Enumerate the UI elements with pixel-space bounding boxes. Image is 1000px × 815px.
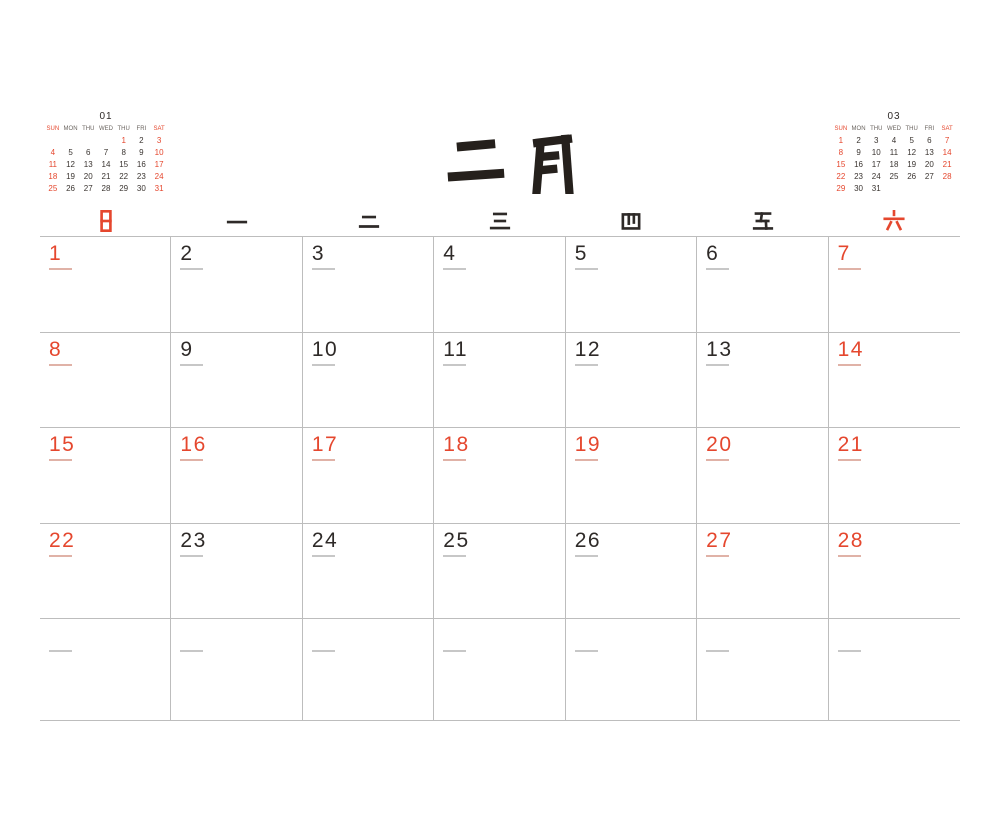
mini-day: 20	[924, 159, 934, 169]
mini-day: 8	[838, 147, 844, 157]
mini-day: 12	[907, 147, 917, 157]
day-underline	[180, 555, 203, 557]
mini-day: 11	[48, 159, 57, 169]
mini-weekday-header: WED	[98, 126, 113, 132]
weekday-glyph	[95, 210, 117, 232]
day-cell	[566, 428, 697, 524]
day-underline	[49, 364, 72, 366]
mini-day: 21	[942, 159, 952, 169]
day-number: 2	[180, 242, 194, 265]
mini-day: 31	[154, 183, 164, 193]
mini-weekday-header: WED	[886, 126, 901, 132]
day-number	[443, 624, 564, 647]
mini-weekday-header: THU	[905, 126, 918, 132]
mini-day: 15	[119, 159, 129, 169]
title-char-glyph	[444, 130, 508, 194]
day-number: 23	[180, 529, 207, 552]
mini-day: 24	[871, 171, 881, 181]
day-cell	[434, 524, 565, 619]
mini-weekday-header: FRI	[136, 126, 147, 132]
day-number: 18	[443, 433, 470, 456]
day-number: 28	[837, 529, 864, 552]
day-cell	[829, 333, 960, 428]
mini-day: 4	[50, 147, 56, 157]
day-underline	[575, 459, 598, 461]
day-cell	[697, 524, 828, 619]
mini-day: 27	[83, 183, 93, 193]
weekday-header-5	[697, 207, 828, 235]
mini-day: 18	[889, 159, 899, 169]
weekday-header-1	[171, 207, 302, 235]
weekday-glyph	[489, 210, 511, 232]
day-cell	[829, 524, 960, 619]
day-underline	[180, 650, 203, 652]
mini-day: 31	[871, 183, 881, 193]
weekday-header-row	[40, 207, 960, 235]
day-number: 11	[443, 338, 469, 361]
day-cell	[697, 428, 828, 524]
day-cell	[40, 428, 171, 524]
day-number: 26	[574, 529, 602, 552]
empty-day-cell	[829, 619, 960, 721]
empty-day-cell	[303, 619, 434, 721]
mini-day-empty	[97, 134, 115, 146]
day-cell	[303, 428, 434, 524]
mini-day-empty	[903, 182, 921, 194]
day-number: 10	[311, 338, 339, 361]
mini-day: 14	[942, 147, 952, 157]
mini-day: 28	[101, 183, 111, 193]
mini-day-empty	[885, 182, 903, 194]
mini-day: 26	[907, 171, 917, 181]
day-number: 7	[837, 242, 851, 265]
day-cell	[40, 237, 171, 333]
day-underline	[706, 364, 729, 366]
mini-day: 3	[156, 135, 162, 145]
day-underline	[443, 459, 466, 461]
day-number	[49, 624, 170, 647]
month-grid	[40, 236, 960, 721]
day-underline	[49, 555, 72, 557]
mini-day: 26	[66, 183, 75, 193]
mini-day: 23	[136, 171, 146, 181]
mini-day: 5	[909, 135, 914, 145]
day-number: 9	[180, 338, 194, 361]
mini-day: 9	[856, 147, 861, 157]
day-cell	[171, 524, 302, 619]
day-underline	[575, 364, 598, 366]
weekday-header-3	[434, 207, 565, 235]
day-underline	[443, 364, 466, 366]
day-underline	[838, 364, 861, 366]
day-cell	[40, 333, 171, 428]
mini-day: 13	[83, 159, 93, 169]
day-number	[180, 624, 301, 647]
day-underline	[312, 555, 335, 557]
day-underline	[706, 459, 729, 461]
weekday-glyph	[883, 210, 905, 232]
mini-day-empty	[938, 182, 956, 194]
day-underline	[180, 364, 203, 366]
mini-day: 3	[874, 135, 879, 145]
mini-day: 25	[48, 183, 58, 193]
weekday-glyph	[620, 210, 642, 232]
mini-calendar-march	[832, 110, 956, 194]
day-cell	[171, 333, 302, 428]
day-underline	[575, 555, 598, 557]
mini-weekday-header: THU	[82, 126, 95, 132]
mini-day-empty	[921, 182, 939, 194]
day-number	[706, 624, 827, 647]
day-number: 1	[49, 242, 63, 265]
day-number	[575, 624, 696, 647]
mini-day: 15	[836, 159, 846, 169]
mini-day: 17	[154, 159, 164, 169]
mini-day: 17	[871, 159, 881, 169]
day-cell	[697, 237, 828, 333]
day-underline	[312, 650, 335, 652]
day-underline	[443, 268, 466, 270]
mini-day: 5	[68, 147, 73, 157]
day-underline	[443, 650, 466, 652]
mini-day: 7	[103, 147, 109, 157]
day-number: 3	[311, 242, 326, 265]
day-underline	[838, 555, 861, 557]
weekday-header-2	[303, 207, 434, 235]
day-underline	[312, 364, 335, 366]
day-cell	[566, 333, 697, 428]
mini-day: 28	[942, 171, 952, 181]
mini-day: 16	[854, 159, 863, 169]
day-cell	[697, 333, 828, 428]
day-underline	[312, 459, 335, 461]
day-underline	[838, 650, 861, 652]
day-number: 24	[311, 529, 339, 552]
day-underline	[49, 650, 72, 652]
day-underline	[838, 459, 861, 461]
empty-day-cell	[697, 619, 828, 721]
mini-day: 24	[154, 171, 164, 181]
mini-weekday-header: MON	[851, 126, 866, 132]
day-number: 13	[706, 338, 733, 361]
day-underline	[838, 268, 861, 270]
day-number: 17	[311, 433, 339, 456]
empty-day-cell	[566, 619, 697, 721]
mini-month-label: 01	[99, 111, 113, 122]
day-number: 22	[49, 529, 76, 552]
mini-day: 14	[101, 159, 111, 169]
mini-day: 18	[48, 171, 58, 181]
mini-day: 22	[119, 171, 129, 181]
day-underline	[443, 555, 466, 557]
mini-weekday-header: SUN	[46, 126, 60, 132]
day-number: 6	[706, 242, 720, 265]
day-number: 20	[706, 433, 733, 456]
day-number: 27	[706, 529, 733, 552]
mini-day: 7	[944, 135, 950, 145]
day-cell	[40, 524, 171, 619]
mini-weekday-header: FRI	[924, 126, 935, 132]
day-cell	[303, 237, 434, 333]
mini-day: 19	[66, 171, 75, 181]
mini-day: 23	[854, 171, 863, 181]
mini-day: 1	[838, 135, 844, 145]
day-cell	[566, 237, 697, 333]
day-cell	[829, 237, 960, 333]
mini-day: 29	[119, 183, 129, 193]
weekday-header-0	[40, 207, 171, 235]
mini-day: 10	[154, 147, 164, 157]
day-number: 21	[837, 433, 864, 456]
day-number: 5	[574, 242, 588, 265]
mini-day-empty	[79, 134, 97, 146]
day-cell	[171, 237, 302, 333]
day-number: 12	[574, 338, 602, 361]
mini-day: 9	[139, 147, 144, 157]
mini-weekday-header: SAT	[941, 126, 953, 132]
day-number: 16	[180, 433, 207, 456]
day-number: 14	[837, 338, 864, 361]
mini-calendar-january	[44, 110, 168, 194]
mini-day: 30	[136, 183, 146, 193]
mini-weekday-header: THU	[870, 126, 883, 132]
day-number: 15	[49, 433, 76, 456]
mini-day: 2	[139, 135, 144, 145]
empty-day-cell	[40, 619, 171, 721]
day-cell	[434, 237, 565, 333]
mini-day: 2	[856, 135, 861, 145]
day-cell	[566, 524, 697, 619]
day-cell	[434, 428, 565, 524]
day-number: 25	[443, 529, 470, 552]
mini-day: 12	[66, 159, 75, 169]
day-underline	[180, 268, 203, 270]
mini-day: 19	[907, 159, 917, 169]
day-number: 8	[49, 338, 63, 361]
mini-day: 13	[924, 147, 934, 157]
mini-calendar-table	[832, 124, 956, 194]
day-underline	[706, 268, 729, 270]
day-underline	[706, 650, 729, 652]
mini-day: 11	[889, 147, 899, 157]
weekday-glyph	[752, 210, 774, 232]
mini-day: 21	[101, 171, 111, 181]
day-underline	[575, 268, 598, 270]
mini-weekday-header: THU	[117, 126, 130, 132]
day-cell	[829, 428, 960, 524]
day-underline	[312, 268, 335, 270]
month-title	[438, 127, 588, 197]
mini-day: 4	[891, 135, 897, 145]
mini-day: 22	[836, 171, 846, 181]
mini-day: 25	[889, 171, 899, 181]
mini-weekday-header: SAT	[153, 126, 165, 132]
day-number: 19	[574, 433, 602, 456]
mini-day-empty	[44, 134, 62, 146]
mini-day: 20	[83, 171, 93, 181]
day-underline	[49, 268, 72, 270]
weekday-glyph	[358, 210, 380, 232]
weekday-glyph	[226, 210, 248, 232]
mini-day: 29	[836, 183, 846, 193]
weekday-header-4	[566, 207, 697, 235]
day-underline	[575, 650, 598, 652]
mini-day: 6	[927, 135, 932, 145]
day-underline	[706, 555, 729, 557]
mini-day: 30	[854, 183, 863, 193]
day-number	[312, 624, 433, 647]
mini-day: 10	[871, 147, 881, 157]
empty-day-cell	[171, 619, 302, 721]
empty-day-cell	[434, 619, 565, 721]
day-cell	[171, 428, 302, 524]
day-underline	[180, 459, 203, 461]
title-char-glyph	[518, 130, 582, 194]
day-number: 4	[443, 242, 457, 265]
mini-day: 16	[136, 159, 146, 169]
weekday-header-6	[829, 207, 960, 235]
mini-month-label: 03	[887, 111, 901, 122]
mini-day: 6	[86, 147, 91, 157]
mini-day: 8	[121, 147, 126, 157]
day-cell	[434, 333, 565, 428]
day-cell	[303, 333, 434, 428]
day-number	[838, 624, 960, 647]
mini-day: 27	[924, 171, 934, 181]
mini-calendar-table	[44, 124, 168, 194]
mini-day: 1	[121, 135, 126, 145]
mini-weekday-header: MON	[63, 126, 78, 132]
day-underline	[49, 459, 72, 461]
mini-weekday-header: SUN	[834, 126, 848, 132]
day-cell	[303, 524, 434, 619]
mini-day-empty	[62, 134, 80, 146]
